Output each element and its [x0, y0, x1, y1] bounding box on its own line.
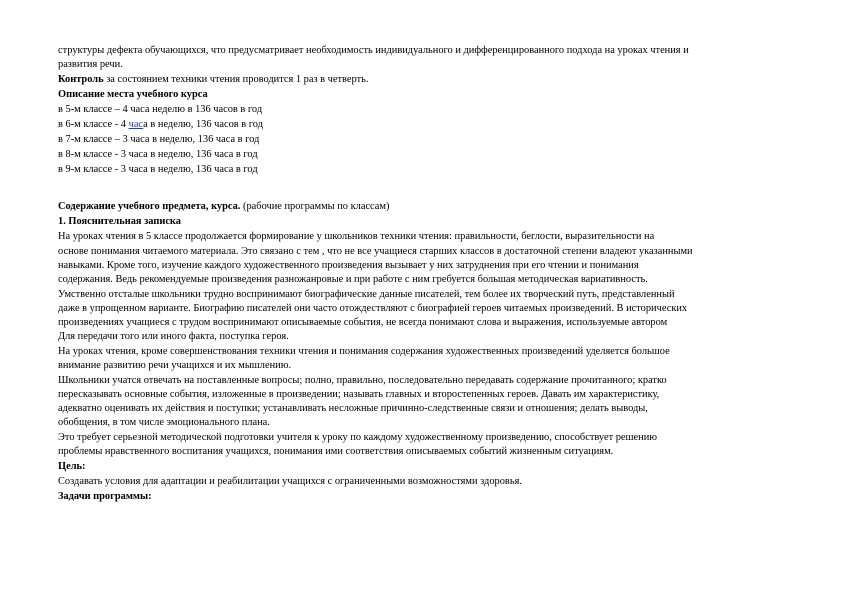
control-label: Контроль [58, 74, 104, 85]
body-line: пересказывать основные события, изложенные в произведении; называть главных и второстепенных героев. Давать им характеристику, [58, 389, 660, 400]
grade-9-line: в 9-м классе - 3 часа в неделю, 136 часа в год [58, 164, 258, 175]
content-heading-note: (рабочие программы по классам) [240, 201, 390, 212]
grade-7-line: в 7-м классе – 3 часа в неделю, 136 часа в год [58, 134, 260, 145]
grade-6-link[interactable]: час [128, 119, 144, 130]
body-line: Для передачи того или иного факта, поступка героя. [58, 331, 289, 342]
body-line: На уроках чтения, кроме совершенствования техники чтения и понимания содержания художественных произведений уделяется большое [58, 346, 670, 357]
body-line: навыками. Кроме того, изучение каждого художественного произведения вызывает у них затруднения при его чтении и понимания [58, 260, 639, 271]
grade-6-post: а в неделю, 136 часов в год [143, 119, 263, 130]
body-line: содержания. Ведь рекомендуемые произведения разножанровые и при работе с ним гребуется большая методическая вариативность. [58, 274, 648, 285]
tasks-heading: Задачи программы: [58, 491, 152, 502]
body-line: Умственно отсталые школьники трудно воспринимают биографические данные писателей, тем более их творческий путь, представленный [58, 289, 675, 300]
content-heading [58, 201, 389, 213]
body-line: Это требует серьезной методической подготовки учителя к уроку по каждому художественному произведению, способствует решению [58, 432, 658, 443]
control-text: за состоянием техники чтения проводится 1 раз в четверть. [103, 74, 369, 85]
goal-text: Создавать условия для адаптации и реабилитации учащихся с ограниченными возможностями здоровья. [58, 476, 522, 487]
body-line: основе понимания читаемого материала. Это связано с тем , что не все учащиеся старших классов в достаточной степени владеют указанными [58, 246, 693, 257]
body-line: внимание развитию речи учащихся и их мышлению. [58, 360, 292, 371]
note-heading: 1. Пояснительная записка [58, 216, 181, 227]
body-line: произведениях учащиеся с трудом воспринимают описываемые события, не всегда понимают слова и выражения, используемые автором [58, 317, 668, 328]
body-line: обобщения, в том числе эмоционального плана. [58, 417, 270, 428]
grade-8-line: в 8-м классе - 3 часа в неделю, 136 часа в год [58, 149, 258, 160]
content-heading-bold: Содержание учебного предмета, курса. [58, 201, 241, 212]
body-line: проблемы нравственного воспитания учащихся, понимания ими соответствия описываемых событий жизненным ситуациям. [58, 446, 614, 457]
intro-line-1: структуры дефекта обучающихся, что предусматривает необходимость индивидуального и дифференцированного подхода на уроках чтения и [58, 45, 689, 56]
intro-line-2: развития речи. [58, 59, 123, 70]
body-line: Школьники учатся отвечать на поставленные вопросы; полно, правильно, последовательно передавать содержание прочитанного; кратко [58, 375, 667, 386]
grade-5-line: в 5-м классе – 4 часа неделю в 136 часов в год [58, 104, 263, 115]
grade-6-line [58, 119, 263, 131]
body-line: даже в упрощенном варианте. Биографию писателей они часто отождествляют с биографией героев читаемых произведений. В исторических [58, 303, 688, 314]
grade-6-pre: в 6-м классе - 4 [58, 119, 129, 130]
body-line: адекватно оценивать их действия и поступки; устанавливать несложные причинно-следственные связи и отношения; делать выводы, [58, 403, 648, 414]
body-line: На уроках чтения в 5 классе продолжается формирование у школьников техники чтения: правильности, беглости, выразительности на [58, 231, 655, 242]
goal-heading: Цель: [58, 461, 86, 472]
place-heading: Описание места учебного курса [58, 89, 208, 100]
control-line [58, 74, 368, 86]
